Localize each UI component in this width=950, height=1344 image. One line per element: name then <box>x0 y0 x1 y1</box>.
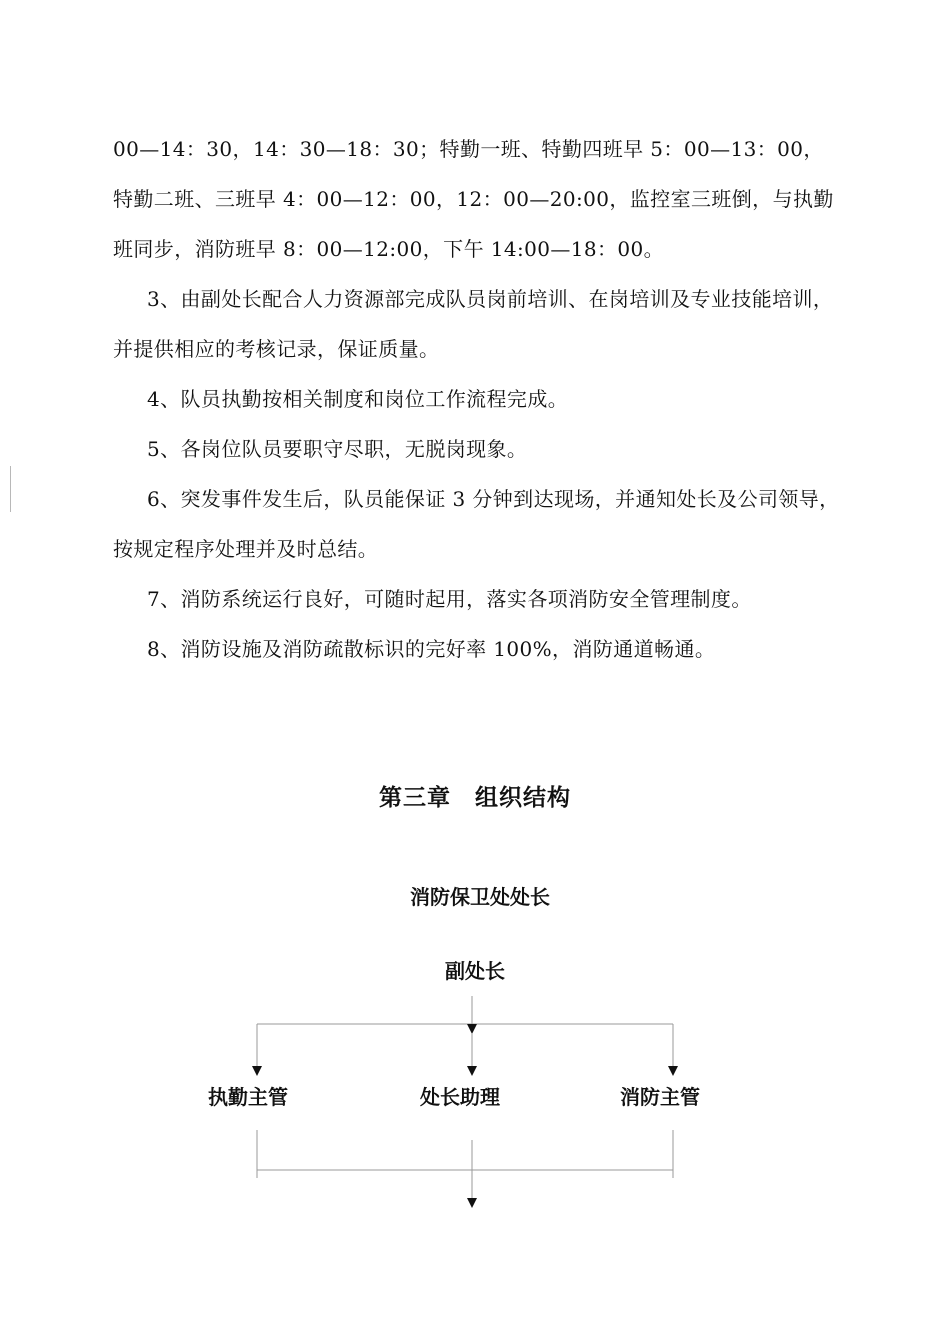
org-node-fire-supervisor: 消防主管 <box>620 1085 700 1109</box>
paragraph-item-8: 8、消防设施及消防疏散标识的完好率 100%，消防通道畅通。 <box>147 637 716 661</box>
chapter-title: 第三章 组织结构 <box>379 785 571 811</box>
org-node-deputy: 副处长 <box>445 959 505 983</box>
paragraph-item-5: 5、各岗位队员要职守尽职，无脱岗现象。 <box>147 437 528 461</box>
arrow-fire <box>668 1066 678 1076</box>
arrow-deputy <box>467 1024 477 1034</box>
paragraph-item-3: 3、由副处长配合人力资源部完成队员岗前培训、在岗培训及专业技能培训，并提供相应的考核记录，保证质量。 <box>113 287 834 361</box>
paragraph-item-7: 7、消防系统运行良好，可随时起用，落实各项消防安全管理制度。 <box>147 587 752 611</box>
arrow-assistant <box>467 1066 477 1076</box>
org-node-duty-supervisor: 执勤主管 <box>208 1085 288 1109</box>
paragraph-item-4: 4、队员执勤按相关制度和岗位工作流程完成。 <box>147 387 569 411</box>
arrow-bottom <box>467 1198 477 1208</box>
arrow-duty <box>252 1066 262 1076</box>
paragraph-item-6: 6、突发事件发生后，队员能保证 3 分钟到达现场，并通知处长及公司领导，按规定程序处理并及时总结。 <box>113 487 840 561</box>
paragraph-schedule: 00—14：30，14：30—18：30；特勤一班、特勤四班早 5：00—13：00，特勤二班、三班早 4：00—12：00，12：00—20:00，监控室三班倒，与执勤班同步，消防班早 8：00—12:00，下午 14:00—18：00。 <box>113 137 834 261</box>
org-node-assistant: 处长助理 <box>420 1085 500 1109</box>
org-node-director: 消防保卫处处长 <box>410 885 550 909</box>
